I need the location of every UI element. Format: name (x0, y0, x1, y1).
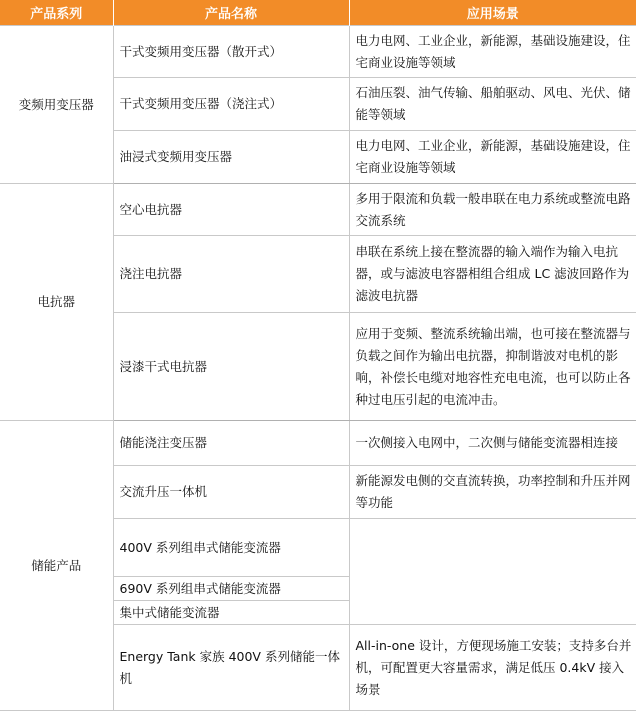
product-name-cell: Energy Tank 家族 400V 系列储能一体机 (113, 625, 349, 711)
application-cell: 电力电网、工业企业，新能源，基础设施建设，住宅商业设施等领域 (349, 26, 636, 78)
header-series: 产品系列 (0, 0, 113, 26)
application-cell: 多用于限流和负载一般串联在电力系统或整流电路交流系统 (349, 184, 636, 236)
product-name-cell: 浸漆干式电抗器 (113, 313, 349, 421)
application-cell: 石油压裂、油气传输、船舶驱动、风电、光伏、储能等领域 (349, 78, 636, 131)
series-cell: 变频用变压器 (0, 26, 113, 184)
table-row (0, 184, 636, 236)
table-row (0, 26, 636, 78)
table-header-row (0, 0, 636, 26)
application-cell: 应用于变频、整流系统输出端，也可接在整流器与负载之间作为输出电抗器，抑制谐波对电机的影响，补偿长电缆对地容性充电电流，也可以防止各种过电压引起的电流冲击。 (349, 313, 636, 421)
application-cell-empty (349, 519, 636, 625)
header-product-name: 产品名称 (113, 0, 349, 26)
application-cell: 串联在系统上接在整流器的输入端作为输入电抗器，或与滤波电容器相组合组成 LC 滤波回路作为滤波电抗器 (349, 236, 636, 313)
series-cell: 储能产品 (0, 421, 113, 711)
application-cell: 新能源发电侧的交直流转换，功率控制和升压并网等功能 (349, 466, 636, 519)
product-name-cell: 浇注电抗器 (113, 236, 349, 313)
product-name-cell: 干式变频用变压器（浇注式） (113, 78, 349, 131)
series-cell: 电抗器 (0, 184, 113, 421)
application-cell: All-in-one 设计，方便现场施工安装；支持多台并机，可配置更大容量需求，满足低压 0.4kV 接入场景 (349, 625, 636, 711)
application-cell: 一次侧接入电网中，二次侧与储能变流器相连接 (349, 421, 636, 466)
product-name-cell: 690V 系列组串式储能变流器 (113, 577, 349, 601)
product-name-cell: 油浸式变频用变压器 (113, 131, 349, 184)
application-cell: 电力电网、工业企业，新能源，基础设施建设，住宅商业设施等领域 (349, 131, 636, 184)
product-name-cell: 集中式储能变流器 (113, 601, 349, 625)
product-name-cell: 空心电抗器 (113, 184, 349, 236)
product-name-cell: 干式变频用变压器（散开式） (113, 26, 349, 78)
header-application: 应用场景 (349, 0, 636, 26)
product-name-cell: 储能浇注变压器 (113, 421, 349, 466)
table-row (0, 421, 636, 466)
product-name-cell: 400V 系列组串式储能变流器 (113, 519, 349, 577)
product-name-cell: 交流升压一体机 (113, 466, 349, 519)
